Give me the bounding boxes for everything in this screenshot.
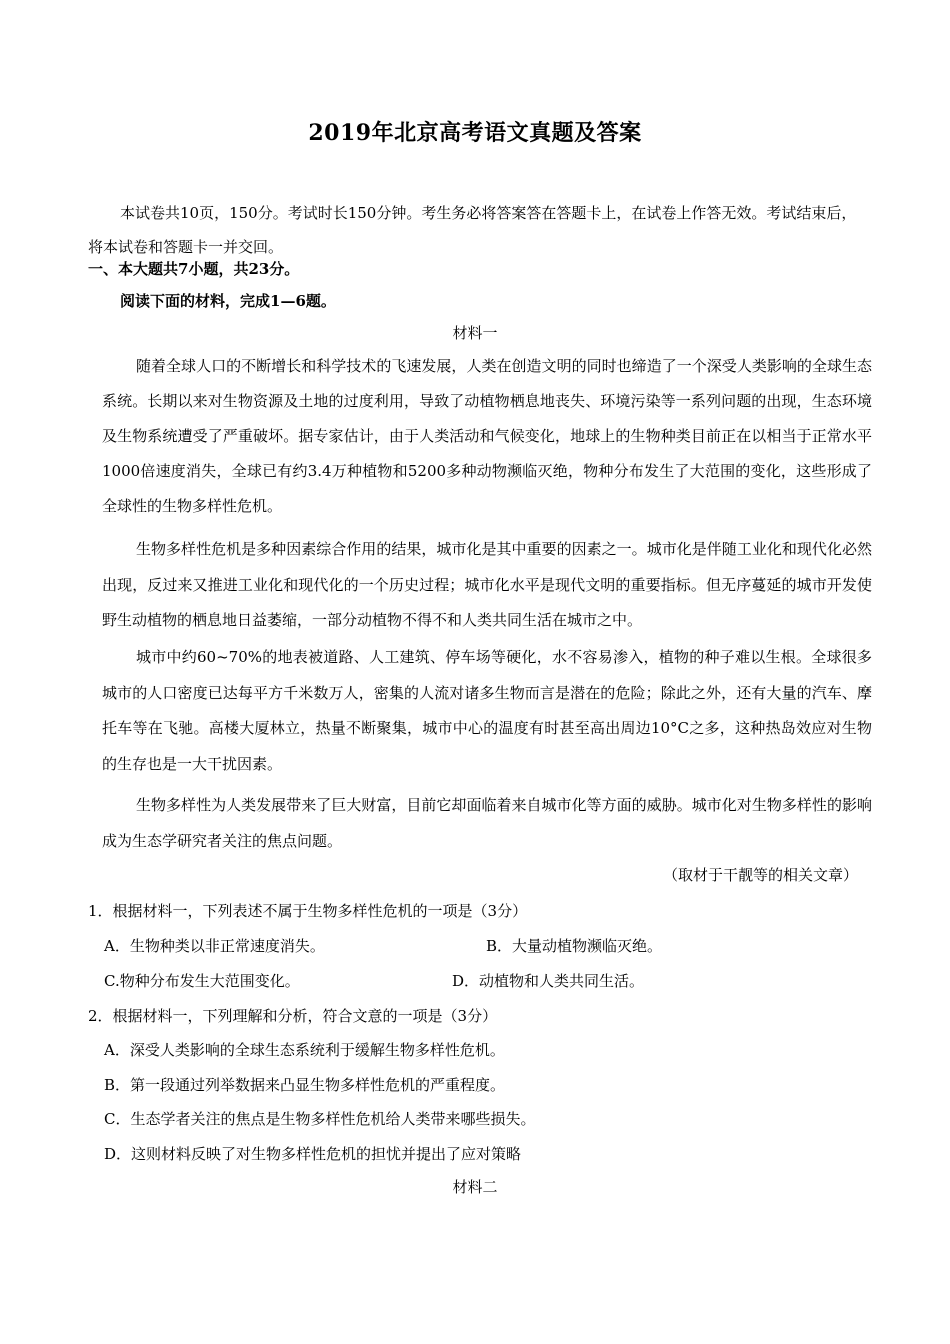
material-one-paragraph-4: 生物多样性为人类发展带来了巨大财富，目前它却面临着来自城市化等方面的威胁。城市化对生物多样性的影响成为生态学研究者关注的焦点问题。	[102, 796, 872, 850]
question-1-option-d: D．动植物和人类共同生活。	[452, 972, 645, 990]
page-title: 2019年北京高考语文真题及答案	[308, 120, 642, 146]
material-one-paragraph-2: 生物多样性危机是多种因素综合作用的结果，城市化是其中重要的因素之一。城市化是伴随工业化和现代化必然出现，反过来又推进工业化和现代化的一个历史过程；城市化水平是现代文明的重要指标。但无序蔓延的城市开发使野生动植物的栖息地日益萎缩，一部分动植物不得不和人类共同生活在城市之中。	[102, 540, 872, 629]
question-1-option-a: A．生物种类以非正常速度消失。	[104, 937, 325, 955]
material-one-paragraph-1: 随着全球人口的不断增长和科学技术的飞速发展，人类在创造文明的同时也缔造了一个深受人类影响的全球生态系统。长期以来对生物资源及土地的过度利用，导致了动植物栖息地丧失、环境污染等一系列问题的出现，生态环境及生物系统遭受了严重破坏。据专家估计，由于人类活动和气候变化，地球上的生物种类目前正在以相当于正常水平1000倍速度消失，全球已有约3.4万种植物和5200多种动物濒临灭绝，物种分布发生了大范围的变化，这些形成了全球性的生物多样性危机。	[102, 357, 872, 515]
question-1-option-b: B．大量动植物濒临灭绝。	[486, 937, 663, 955]
question-2-option-d: D．这则材料反映了对生物多样性危机的担忧并提出了应对策略	[104, 1145, 522, 1163]
material-two-heading: 材料二	[452, 1178, 498, 1196]
question-2-option-b: B．第一段通过列举数据来凸显生物多样性危机的严重程度。	[104, 1076, 506, 1094]
question-2-option-c: C．生态学者关注的焦点是生物多样性危机给人类带来哪些损失。	[104, 1110, 536, 1128]
section-heading: 一、本大题共7小题，共23分。	[88, 260, 300, 278]
question-2-stem: 2．根据材料一，下列理解和分析，符合文意的一项是（3分）	[88, 1007, 498, 1025]
question-1-stem: 1．根据材料一，下列表述不属于生物多样性危机的一项是（3分）	[88, 902, 528, 920]
question-1-option-c: C.物种分布发生大范围变化。	[104, 972, 300, 990]
question-2-option-a: A．深受人类影响的全球生态系统利于缓解生物多样性危机。	[104, 1041, 505, 1059]
material-one-heading: 材料一	[452, 324, 498, 342]
intro-paragraph: 本试卷共10页，150分。考试时长150分钟。考生务必将答案答在答题卡上，在试卷上作答无效。考试结束后，将本试卷和答题卡一并交回。	[88, 204, 857, 256]
material-one-source: （取材于干靓等的相关文章）	[662, 866, 858, 884]
material-one-paragraph-3: 城市中约60~70%的地表被道路、人工建筑、停车场等硬化，水不容易渗入，植物的种子难以生根。全球很多城市的人口密度已达每平方千米数万人，密集的人流对诸多生物而言是潜在的危险；除此之外，还有大量的汽车、摩托车等在飞驰。高楼大厦林立，热量不断聚集，城市中心的温度有时甚至高出周边10°C之多，这种热岛效应对生物的生存也是一大干扰因素。	[102, 648, 872, 773]
section-instruction: 阅读下面的材料，完成1—6题。	[120, 292, 336, 310]
